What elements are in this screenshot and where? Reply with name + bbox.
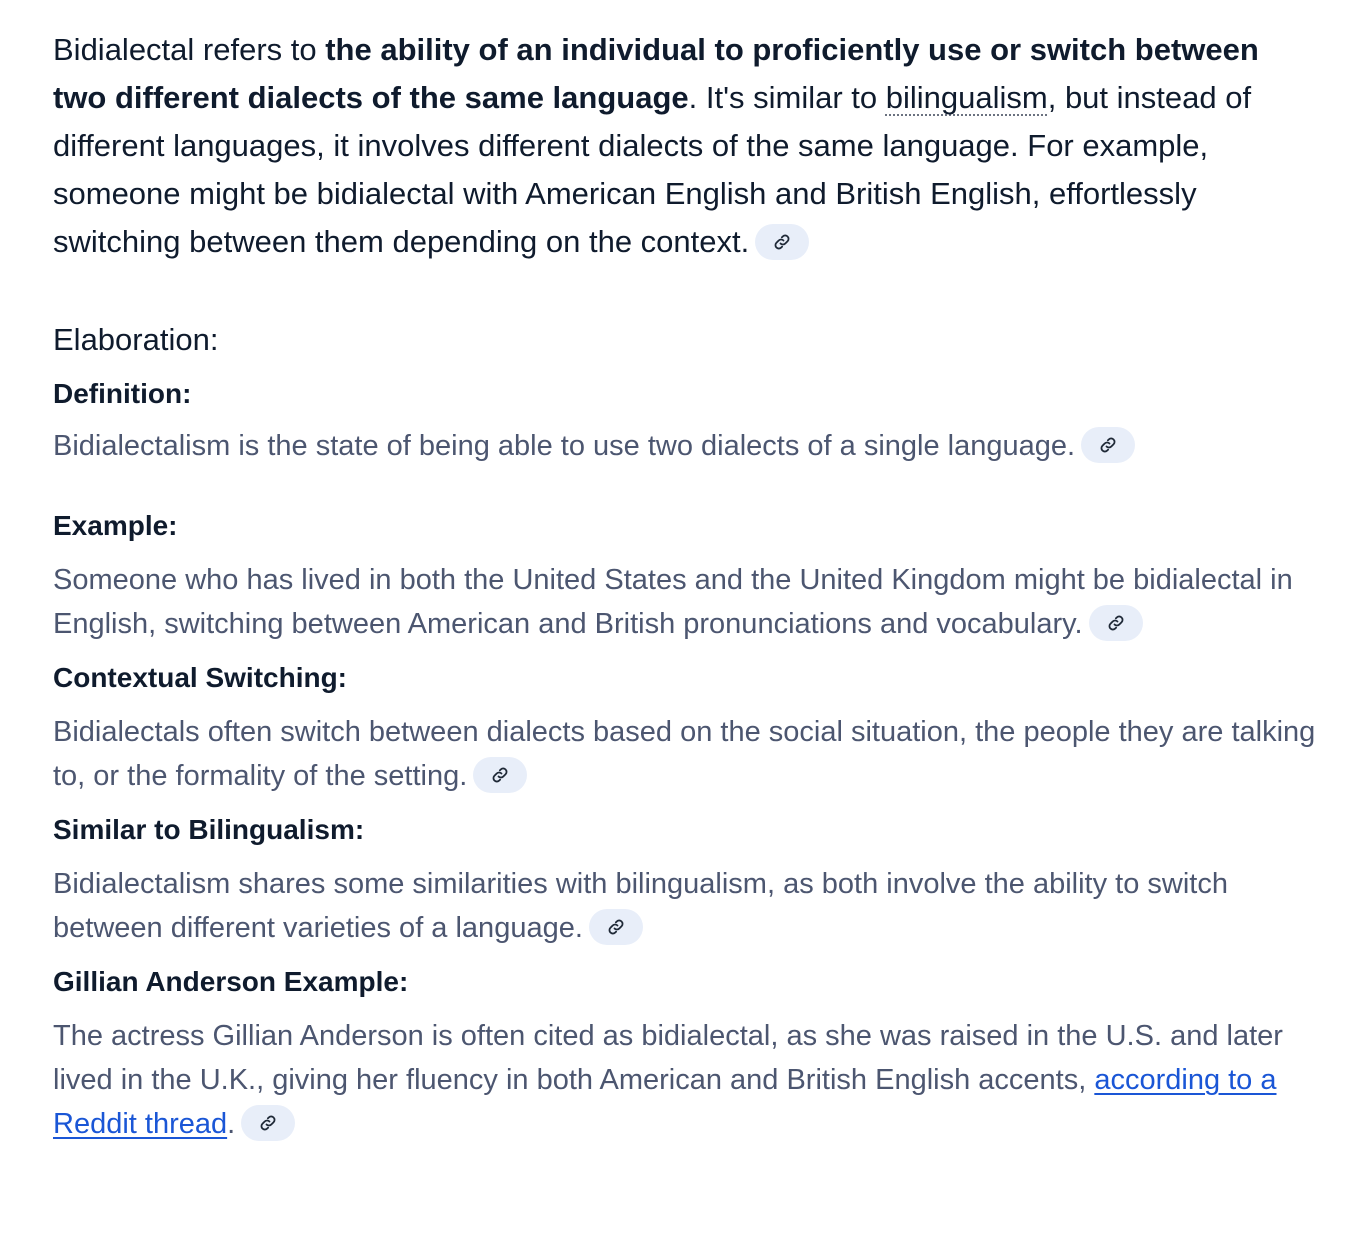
reddit-thread-link[interactable]: according to a Reddit thread	[53, 1064, 1277, 1140]
citation-link-button[interactable]	[473, 757, 527, 793]
section-body	[53, 1014, 1318, 1146]
elaboration-heading: Elaboration:	[53, 322, 219, 357]
link-icon	[607, 918, 625, 936]
citation-link-button[interactable]	[241, 1105, 295, 1141]
section-title: Gillian Anderson Example:	[53, 966, 409, 997]
section-body	[53, 710, 1318, 798]
citation-link-button[interactable]	[1081, 427, 1135, 463]
section-gillian-anderson-example	[53, 964, 1354, 1146]
link-icon	[491, 766, 509, 784]
section-example	[53, 508, 1354, 646]
section-similar-to-bilingualism	[53, 812, 1354, 950]
citation-link-button[interactable]	[755, 224, 809, 260]
intro-paragraph	[53, 26, 1318, 266]
section-title: Contextual Switching:	[53, 662, 347, 693]
section-body-text: Bidialectalism is the state of being able to use two dialects of a single language.	[53, 430, 1076, 462]
section-title: Example:	[53, 510, 178, 541]
section-title: Definition:	[53, 378, 192, 409]
section-title: Similar to Bilingualism:	[53, 814, 365, 845]
link-icon	[259, 1114, 277, 1132]
section-body	[53, 862, 1318, 950]
section-body-text: Someone who has lived in both the United States and the United Kingdom might be bidialectal in English, switching between American and British pronunciations and vocabulary.	[53, 564, 1293, 640]
link-icon	[1107, 614, 1125, 632]
intro-text-mid: . It's similar to	[688, 80, 886, 115]
intro-bold-definition: the ability of an individual to proficiently use or switch between two different dialects of the same language	[53, 32, 1259, 115]
intro-text-start: Bidialectal refers to	[53, 32, 326, 67]
section-definition	[53, 376, 1354, 468]
citation-link-button[interactable]	[1089, 605, 1143, 641]
section-body-text-end: .	[227, 1108, 236, 1140]
intro-text-end: , but instead of different languages, it involves different dialects of the same language. For example, someone might be bidialectal with American English and British English, effortlessly switching between them depending on the context.	[53, 80, 1252, 259]
section-body	[53, 424, 1318, 468]
citation-link-button[interactable]	[589, 909, 643, 945]
section-body-text: The actress Gillian Anderson is often cited as bidialectal, as she was raised in the U.S. and later lived in the U.K., giving her fluency in both American and British English accents,	[53, 1020, 1283, 1096]
section-body	[53, 558, 1318, 646]
bilingualism-term-link[interactable]: bilingualism	[885, 80, 1048, 115]
section-contextual-switching	[53, 660, 1354, 798]
section-body-text: Bidialectals often switch between dialects based on the social situation, the people they are talking to, or the formality of the setting.	[53, 716, 1316, 792]
link-icon	[773, 233, 791, 251]
section-body-text: Bidialectalism shares some similarities with bilingualism, as both involve the ability to switch between different varieties of a language.	[53, 868, 1228, 944]
link-icon	[1099, 436, 1117, 454]
